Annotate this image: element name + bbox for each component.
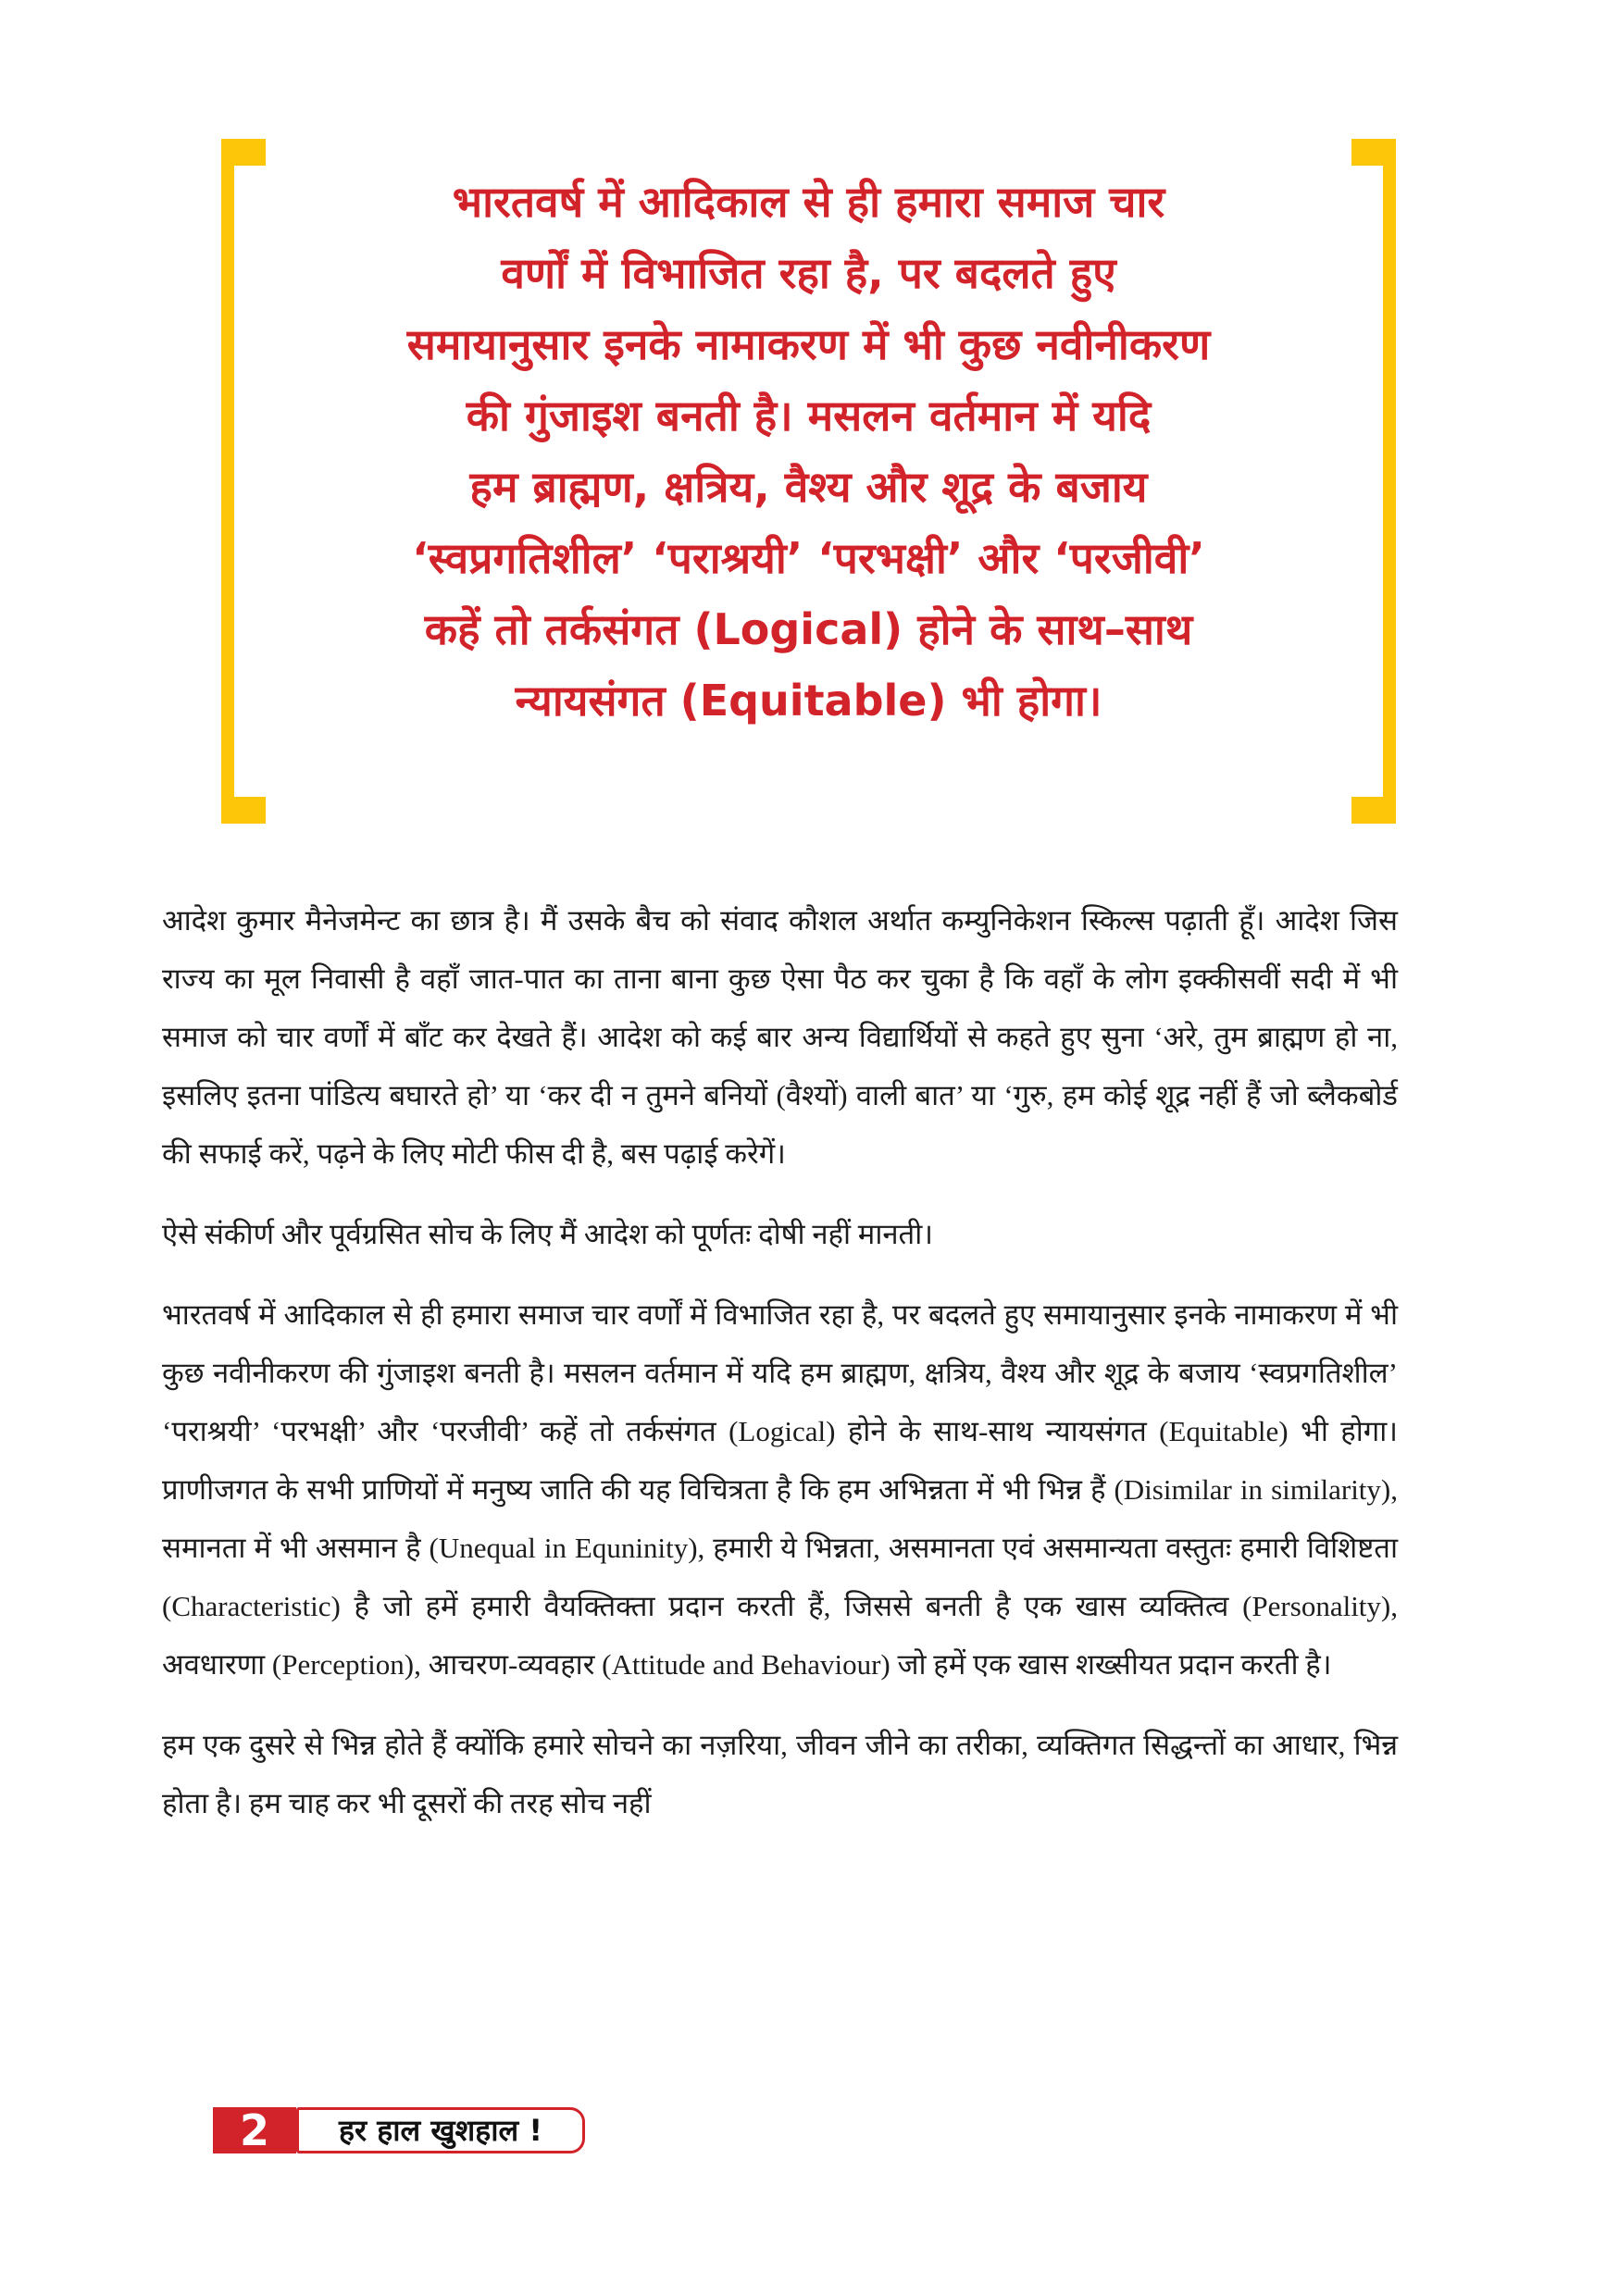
- footer-book-title: हर हाल खुशहाल !: [296, 2107, 585, 2153]
- quote-line: वर्णों में विभाजित रहा है, पर बदलते हुए: [501, 248, 1116, 298]
- right-bracket-decoration-icon: [1383, 139, 1396, 824]
- left-bracket-decoration-icon: [221, 139, 234, 824]
- body-paragraph: भारतवर्ष में आदिकाल से ही हमारा समाज चार वर्णों में विभाजित रहा है, पर बदलते हुए समायानुसार इनके नामाकरण में भी कुछ नवीनीकरण की गुंजाइश बनती है। मसलन वर्तमान में यदि हम ब्राह्मण, क्षत्रिय, वैश्य और शूद्र के बजाय ‘स्वप्रगतिशील’ ‘पराश्रयी’ ‘परभक्षी’ और ‘परजीवी’ कहें तो तर्कसंगत (Logical) होने के साथ-साथ न्यायसंगत (Equitable) भी होगा। प्राणीजगत के सभी प्राणियों में मनुष्य जाति की यह विचित्रता है कि हम अभिन्नता में भी भिन्न हैं (Disimilar in similarity), समानता में भी असमान है (Unequal in Equninity), हमारी ये भिन्नता, असमानता एवं असमान्यता वस्तुतः हमारी विशिष्टता (Characteristic) है जो हमें हमारी वैयक्तिक्ता प्रदान करती हैं, जिससे बनती है एक खास व्यक्तित्व (Personality), अवधारणा (Perception), आचरण-व्यवहार (Attitude and Behaviour) जो हमें एक खास शख्सीयत प्रदान करती है।: [162, 1298, 1398, 1681]
- pull-quote-text: [268, 167, 1350, 737]
- body-paragraph: हम एक दुसरे से भिन्न होते हैं क्योंकि हमारे सोचने का नज़रिया, जीवन जीने का तरीका, व्यक्तिगत सिद्धन्तों का आधार, भिन्न होता है। हम चाह कर भी दूसरों की तरह सोच नहीं: [162, 1729, 1398, 1819]
- page-number-badge: 2: [213, 2107, 296, 2153]
- quote-line: ‘स्वप्रगतिशील’ ‘पराश्रयी’ ‘परभक्षी’ और ‘परजीवी’: [412, 533, 1205, 583]
- quote-line: कहें तो तर्कसंगत (Logical) होने के साथ–साथ: [424, 604, 1193, 654]
- quote-line: समायानुसार इनके नामाकरण में भी कुछ नवीनीकरण: [406, 319, 1211, 369]
- quote-line: भारतवर्ष में आदिकाल से ही हमारा समाज चार: [452, 177, 1165, 227]
- body-paragraph: ऐसे संकीर्ण और पूर्वग्रसित सोच के लिए मैं आदेश को पूर्णतः दोषी नहीं मानती।: [162, 1218, 933, 1250]
- quote-line: हम ब्राह्मण, क्षत्रिय, वैश्य और शूद्र के बजाय: [469, 462, 1148, 512]
- quote-line: की गुंजाइश बनती है। मसलन वर्तमान में यदि: [466, 391, 1152, 441]
- pull-quote-block: [221, 139, 1396, 824]
- article-body: [162, 891, 1398, 1832]
- body-paragraph: आदेश कुमार मैनेजमेन्ट का छात्र है। मैं उसके बैच को संवाद कौशल अर्थात कम्युनिकेशन स्किल्स पढ़ाती हूँ। आदेश जिस राज्य का मूल निवासी है वहाँ जात-पात का ताना बाना कुछ ऐसा पैठ कर चुका है कि वहाँ के लोग इक्कीसवीं सदी में भी समाज को चार वर्णों में बाँट कर देखते हैं। आदेश को कई बार अन्य विद्यार्थियों से कहते हुए सुना ‘अरे, तुम ब्राह्मण हो ना, इसलिए इतना पांडित्य बघारते हो’ या ‘कर दी न तुमने बनियों (वैश्यों) वाली बात’ या ‘गुरु, हम कोई शूद्र नहीं हैं जो ब्लैकबोर्ड की सफाई करें, पढ़ने के लिए मोटी फीस दी है, बस पढ़ाई करेगें।: [162, 904, 1398, 1170]
- quote-line: न्यायसंगत (Equitable) भी होगा।: [515, 676, 1102, 726]
